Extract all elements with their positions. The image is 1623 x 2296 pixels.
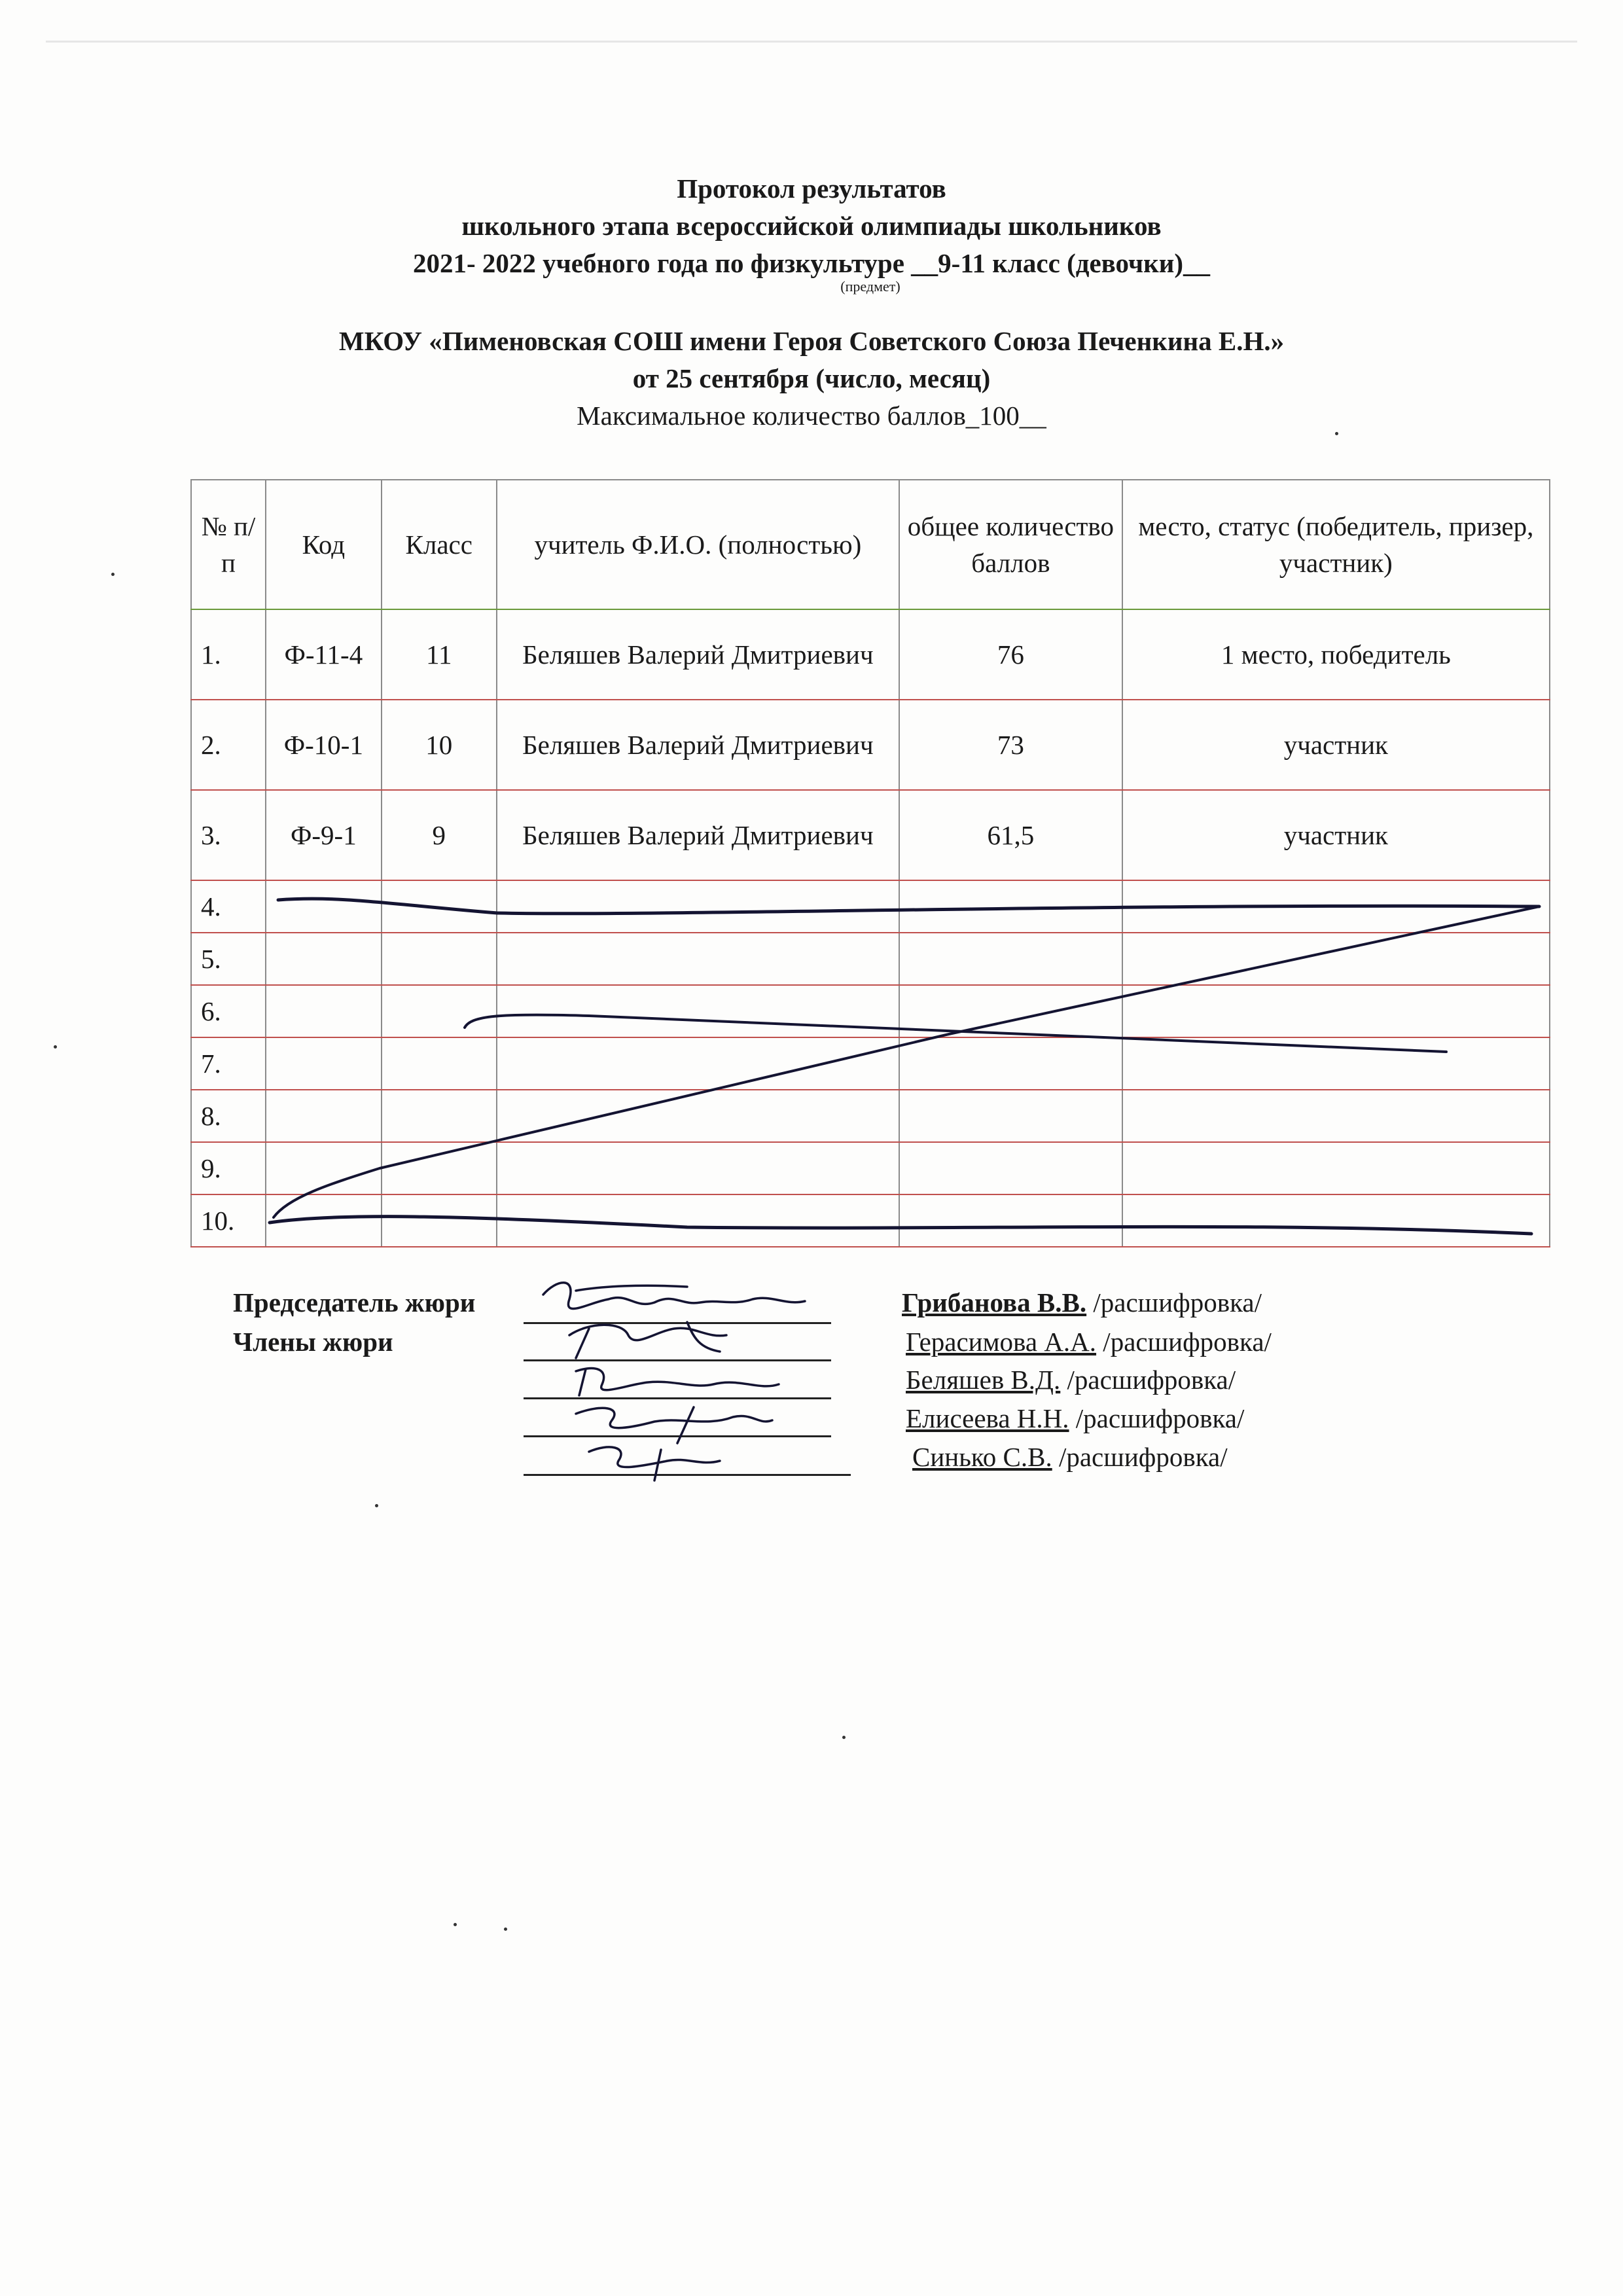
- scan-speck: [111, 573, 115, 576]
- member-name: Синько С.В.: [912, 1442, 1052, 1472]
- member-signature: [589, 1447, 720, 1480]
- date-line: от 25 сентября (число, месяц): [632, 363, 991, 393]
- row-teacher: Беляшев Валерий Дмитриевич: [497, 790, 899, 880]
- decode-suffix: /расшифровка/: [1060, 1365, 1236, 1395]
- member-name: Елисеева Н.Н.: [906, 1403, 1069, 1433]
- members-label: Члены жюри: [233, 1327, 393, 1357]
- strike-line-diagonal: [274, 906, 1539, 1217]
- column-header-score: общее количество баллов: [899, 480, 1122, 609]
- decode-suffix: /расшифровка/: [1086, 1287, 1262, 1318]
- strike-line-top: [278, 899, 1539, 914]
- scan-speck: [504, 1928, 507, 1931]
- scan-speck: [842, 1736, 846, 1739]
- scan-speck: [454, 1923, 457, 1926]
- row-status: участник: [1122, 700, 1550, 790]
- chair-signature: [543, 1283, 805, 1309]
- row-number: 1.: [191, 609, 266, 700]
- member-name: Герасимова А.А.: [906, 1327, 1097, 1357]
- member-signature: [576, 1369, 779, 1395]
- row-number: 7.: [191, 1037, 266, 1090]
- institution-name: МКОУ «Пименовская СОШ имени Героя Советского Союза Печенкина Е.Н.»: [338, 326, 1285, 356]
- row-teacher: Беляшев Валерий Дмитриевич: [497, 609, 899, 700]
- column-header-grade: Класс: [382, 480, 497, 609]
- subject-note: (предмет): [840, 278, 901, 295]
- title: Протокол результатов: [677, 173, 946, 204]
- member-signature: [576, 1407, 772, 1443]
- column-header-teacher: учитель Ф.И.О. (полностью): [497, 480, 899, 609]
- row-number: 5.: [191, 933, 266, 985]
- chair-label: Председатель жюри: [233, 1287, 476, 1318]
- scan-speck: [375, 1504, 378, 1507]
- row-code: Ф-9-1: [266, 790, 382, 880]
- row-number: 3.: [191, 790, 266, 880]
- row-code: Ф-11-4: [266, 609, 382, 700]
- max-score-line: Максимальное количество баллов_100__: [577, 401, 1046, 431]
- row-number: 8.: [191, 1090, 266, 1142]
- row-number: 9.: [191, 1142, 266, 1194]
- row-score: 73: [899, 700, 1122, 790]
- column-header-number: № п/п: [191, 480, 266, 609]
- column-header-code: Код: [266, 480, 382, 609]
- scan-speck: [1335, 432, 1338, 435]
- row-grade: 9: [382, 790, 497, 880]
- decode-suffix: /расшифровка/: [1069, 1403, 1245, 1433]
- row-status: участник: [1122, 790, 1550, 880]
- row-grade: 10: [382, 700, 497, 790]
- row-number: 10.: [191, 1194, 266, 1247]
- column-header-status: место, статус (победитель, призер, участник): [1122, 480, 1550, 609]
- row-grade: 11: [382, 609, 497, 700]
- subtitle: школьного этапа всероссийской олимпиады школьников: [461, 211, 1162, 241]
- row-score: 76: [899, 609, 1122, 700]
- member-name: Беляшев В.Д.: [906, 1365, 1061, 1395]
- row-status: 1 место, победитель: [1122, 609, 1550, 700]
- decode-suffix: /расшифровка/: [1052, 1442, 1228, 1472]
- chair-name: Грибанова В.В.: [902, 1287, 1087, 1318]
- row-score: 61,5: [899, 790, 1122, 880]
- year-subject-line: 2021- 2022 учебного года по физкультуре __9-11 класс (девочки)__: [412, 248, 1210, 278]
- decode-suffix: /расшифровка/: [1096, 1327, 1272, 1357]
- row-number: 2.: [191, 700, 266, 790]
- row-number: 4.: [191, 880, 266, 933]
- row-code: Ф-10-1: [266, 700, 382, 790]
- row-teacher: Беляшев Валерий Дмитриевич: [497, 700, 899, 790]
- row-number: 6.: [191, 985, 266, 1037]
- scan-speck: [54, 1045, 57, 1049]
- member-signature: [569, 1322, 726, 1358]
- strike-line-bottom: [270, 1217, 1531, 1234]
